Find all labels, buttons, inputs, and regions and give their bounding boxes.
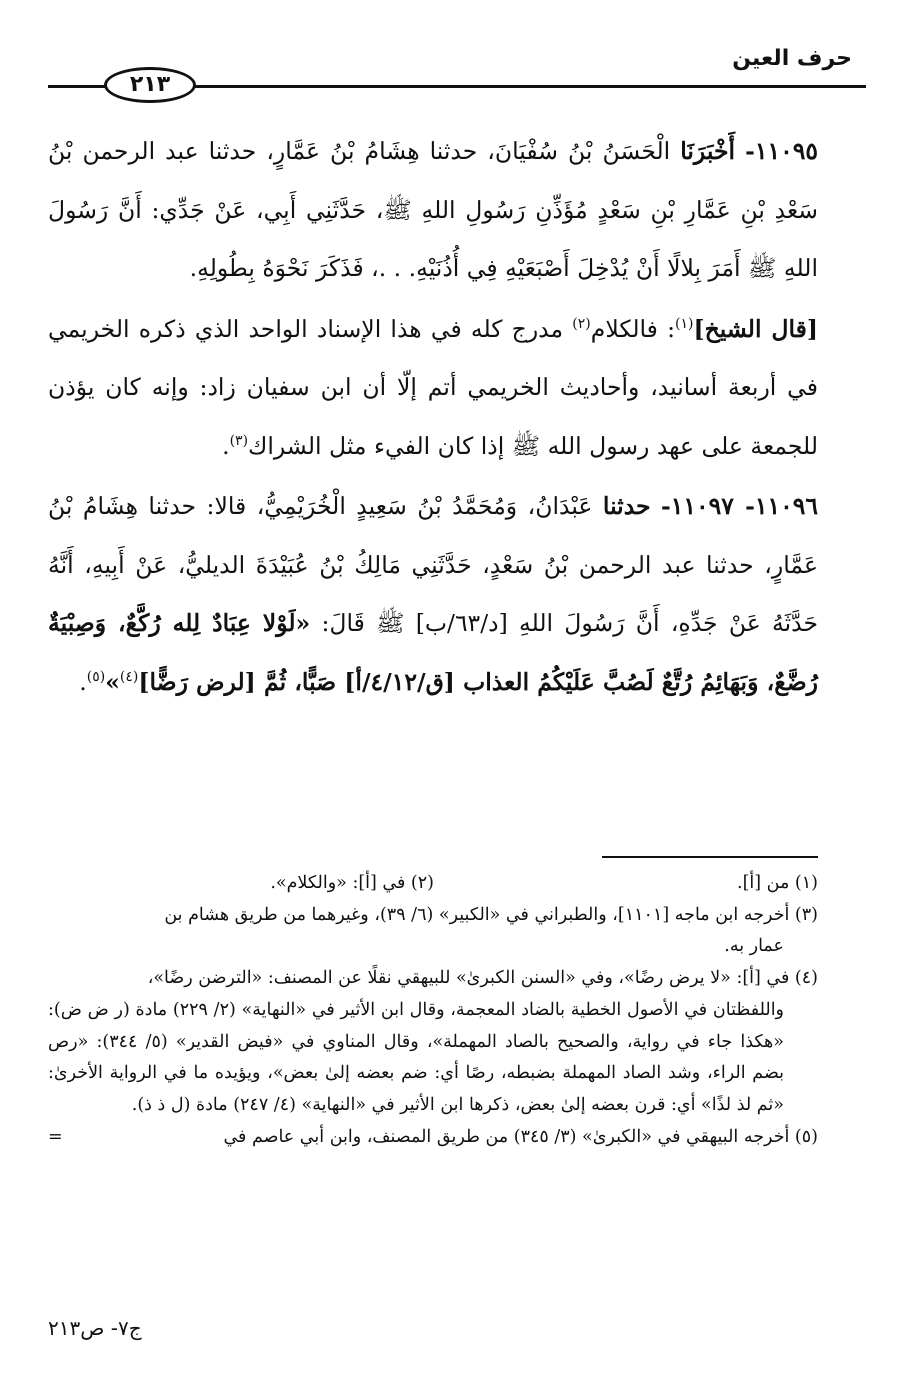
hadith-lead-word: حدثنا <box>602 492 651 520</box>
hadith-number: ١١٠٩٦- ١١٠٩٧- <box>661 492 818 520</box>
footnote-5: (٥) أخرجه البيهقي في «الكبرىٰ» (٣/ ٣٤٥) من طريق المصنف، وابن أبي عاصم في <box>223 1126 818 1147</box>
hadith-quote-close: » <box>105 667 120 696</box>
sheikh-label: [قال الشيخ] <box>693 314 818 343</box>
footnotes <box>48 868 818 1153</box>
hadith-text: عَبْدَانُ، وَمُحَمَّدُ بْنُ سَعِيدٍ الْخُرَيْمِيُّ، قالا: حدثنا هِشَامُ بْنُ عَمَّارٍ، حدثنا عبد الرحمن بْنُ سَعْدٍ، حَدَّثَنِي مَالِكُ بْنُ عُبَيْدَةَ الديليُّ، عَنْ أَبِيهِ، أَنَّهُ حَدَّثَهُ عَنْ جَدِّهِ، أَنَّ رَسُولَ اللهِ [د/٦٣/ب] ﷺ قَالَ: <box>48 492 818 637</box>
volume-page-reference: ج٧- ص٢١٣ <box>48 1316 142 1340</box>
footnote-row-1-2 <box>48 868 818 900</box>
footnote-ref-2: (٢) <box>572 315 591 332</box>
body-text <box>48 122 818 711</box>
hadith-text: الْحَسَنُ بْنُ سُفْيَانَ، حدثنا هِشَامُ بْنُ عَمَّارٍ، حدثنا عبد الرحمن بْنُ سَعْدِ بْنِ عَمَّارِ بْنِ سَعْدٍ مُؤَذِّنِ رَسُولِ اللهِ ﷺ، حَدَّثَنِي أَبِي، عَنْ جَدِّي: أَنَّ رَسُولَ اللهِ ﷺ أَمَرَ بِلالًا أَنْ يُدْخِلَ أَصْبَعَيْهِ فِي أُذُنَيْهِ. . .، فَذَكَرَ نَحْوَهُ بِطُولِهِ. <box>48 137 818 282</box>
hadith-11096-11097 <box>48 477 818 711</box>
hadith-number: ١١٠٩٥- <box>745 137 818 165</box>
hadith-quote: «لَوْلا عِبَادٌ لِله رُكَّعٌ، وَصِبْيَةٌ رُضَّعٌ، وَبَهَائِمُ رُتَّعٌ لَصُبَّ عَلَيْكُمُ العذاب [ق/٤/١٢/أ] صَبًّا، ثُمَّ [لرض رَضًّا] <box>48 609 818 696</box>
hadith-lead-word: أَخْبَرَنَا <box>680 137 736 165</box>
footnote-3: (٣) أخرجه ابن ماجه [١١٠١]، والطبراني في «الكبير» (٦/ ٣٩)، وغيرهما من طريق هشام بن <box>164 904 818 925</box>
continuation-mark: = <box>48 1126 63 1147</box>
footnote-4: (٤) في [أ]: «لا يرض رضًا»، وفي «السنن الكبرىٰ» للبيهقي نقلًا عن المصنف: «الترضن رضًا»، <box>147 968 818 989</box>
hadith-11095 <box>48 122 818 298</box>
comment-end: . <box>222 431 230 460</box>
page-number: ٢١٣ <box>129 72 171 97</box>
comment-text-b: مدرج كله في هذا الإسناد الواحد الذي ذكره الخريمي في أربعة أسانيد، وأحاديث الخريمي أتم إلّا أن ابن سفيان زاد: وإنه كان يؤذن للجمعة على عهد رسول الله ﷺ إذا كان الفيء مثل الشراك <box>48 314 818 460</box>
footnote-separator <box>602 856 818 858</box>
footnote-1: (١) من [أ]. <box>737 873 818 893</box>
comment-text-a: : فالكلام <box>590 314 675 343</box>
footnote-ref-1: (١) <box>674 315 694 332</box>
footnote-ref-4: (٤) <box>119 668 139 685</box>
footnote-ref-5: (٥) <box>86 668 106 685</box>
chapter-title: حرف العين <box>732 46 852 71</box>
footnote-2: (٢) في [أ]: «والكلام». <box>270 873 434 893</box>
footnote-4-continued: واللفظتان في الأصول الخطية بالضاد المعجمة، وقال ابن الأثير في «النهاية» (٢/ ٢٢٩) مادة (ر ض ض): «هكذا جاء في رواية، والصحيح بالصاد المهملة»، وقال المناوي في «فيض القدير» (٥/ ٣٤٤): «رص بضم الراء، وشد الصاد المهملة بضبطه، رصًا أي: ضم بعضه إلىٰ بعض»، ويؤيده ما في الرواية الأخرىٰ: «ثم لذ لذًا» أي: قرن بعضه إلىٰ بعض، ذكرها ابن الأثير في «النهاية» (٤/ ٢٤٧) مادة (ل ذ ذ). <box>48 999 785 1115</box>
page-number-badge <box>104 67 196 103</box>
footnote-ref-3: (٣) <box>229 432 249 449</box>
footnote-3-continued: عمار به. <box>724 936 784 957</box>
footnote-5-row <box>48 1122 818 1154</box>
hadith-end: . <box>79 667 87 696</box>
sheikh-comment <box>48 300 818 476</box>
